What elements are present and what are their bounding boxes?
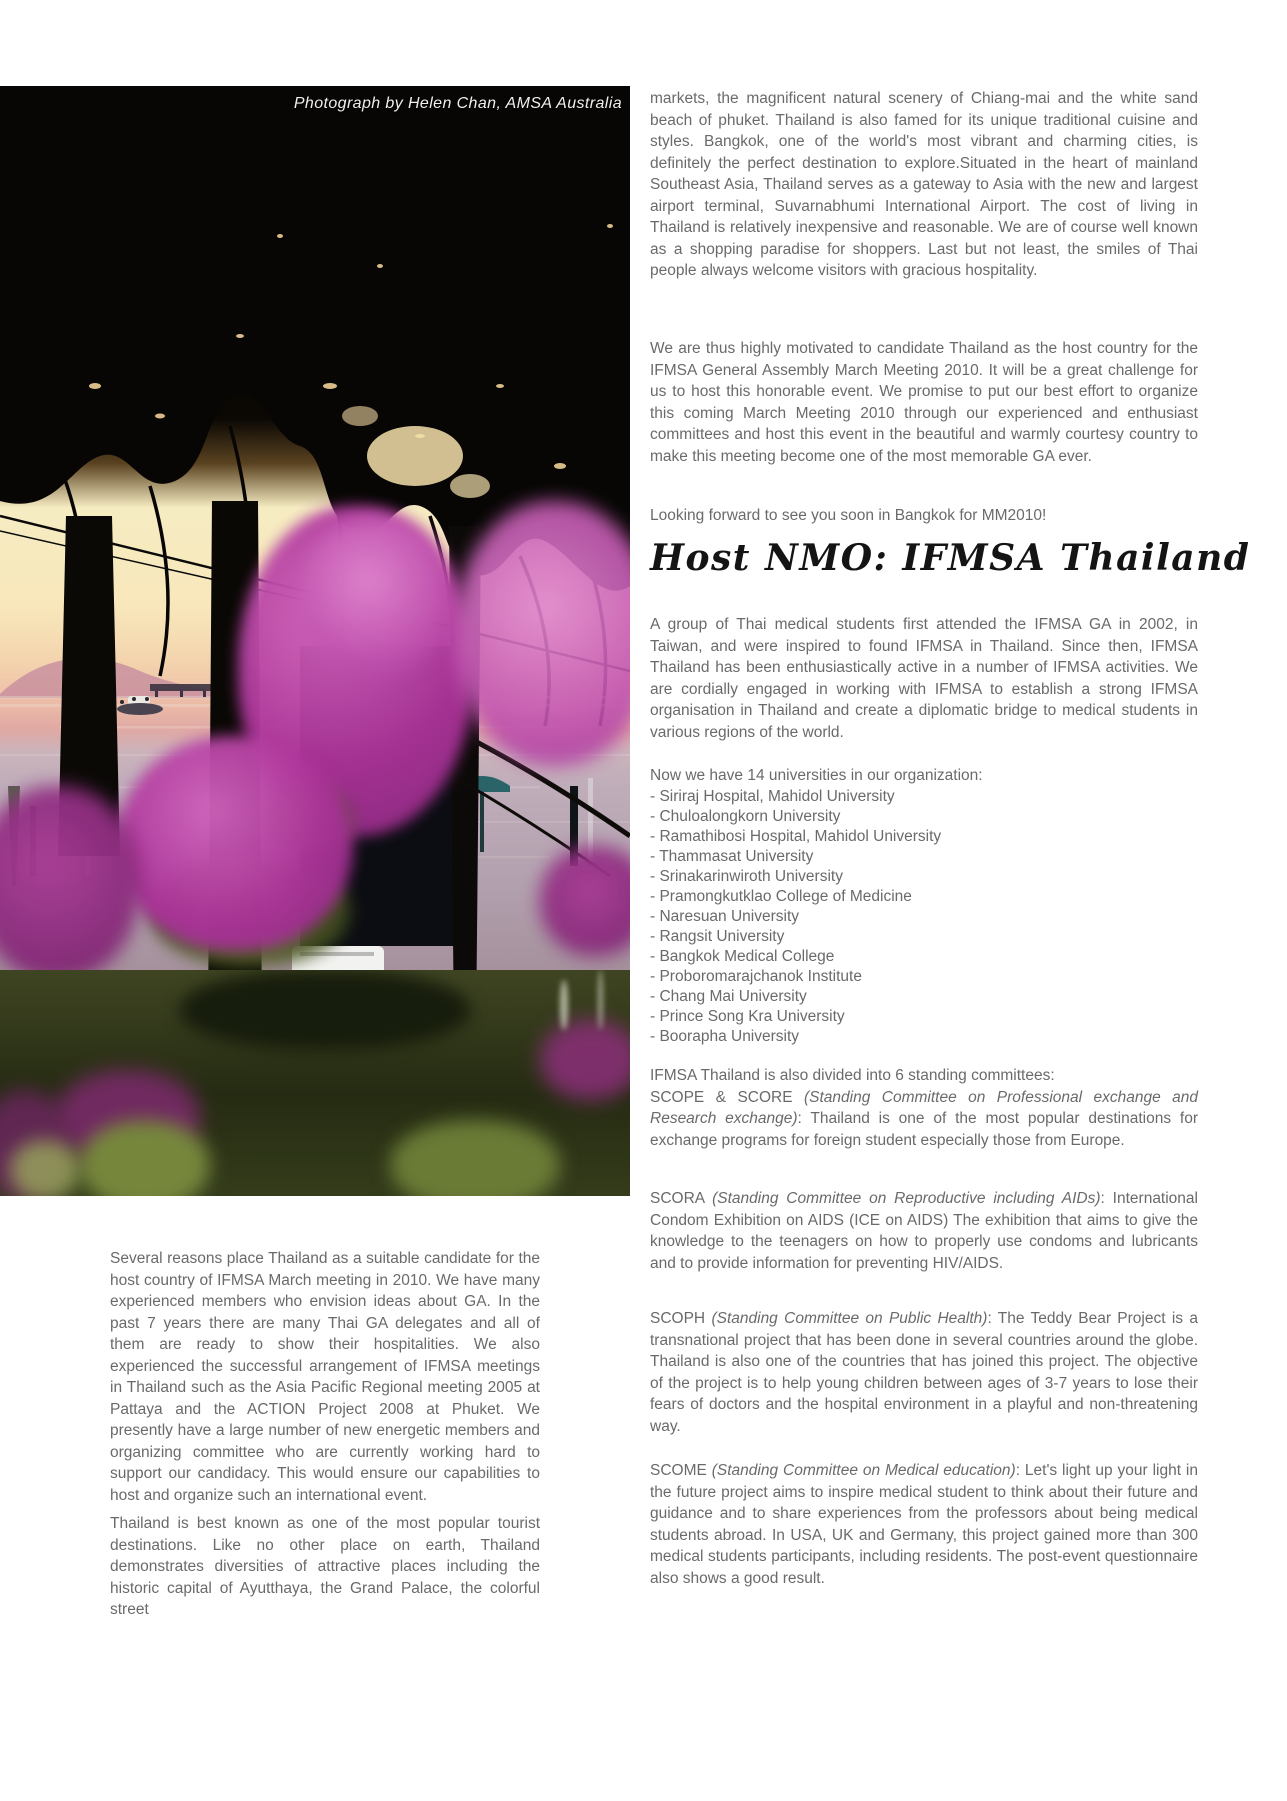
paragraph-candidacy: Several reasons place Thailand as a suitable candidate for the host country of IFMSA March meeting in 2010. We have many experienced members who envision ideas about GA. In the past 7 years there are many Thai GA delegates and all of them are ready to show their hospitalities. We also experienced the successful arrangement of IFMSA meetings in Thailand such as the Asia Pacific Regional meeting 2005 at Pattaya and the ACTION Project 2008 at Phuket. We presently have a large number of new energetic members and organizing committee who are currently working hard to support our candidacy. This would ensure our capabilities to host and organize such an international event.: [110, 1250, 540, 1504]
left-text-column: [110, 0, 540, 1801]
flower-blur: [540, 1020, 630, 1100]
committee-scoph: SCOPH (Standing Committee on Public Health): The Teddy Bear Project is a transnational project that has been done in several countries around the globe. Thailand is also one of the countries that has joined this project. The objective of the project is to help young children between ages of 3-7 years to lose their fears of doctors and the hospital environment in a playful and non-threatening way.: [650, 1310, 1198, 1435]
university-item: - Chang Mai University: [650, 987, 807, 1005]
post-blur: [598, 970, 603, 1030]
right-text-column: [650, 0, 1251, 1801]
university-item: - Pramongkutklao College of Medicine: [650, 887, 912, 905]
paragraph-tourist: Thailand is best known as one of the most popular tourist destinations. Like no other place on earth, Thailand demonstrates diversities of attractive places including the historic capital of Ayutthaya, the Grand Palace, the colorful street: [110, 1515, 540, 1618]
committees-section: [650, 1065, 1198, 1151]
university-item: - Rangsit University: [650, 927, 785, 945]
leaf-blur: [10, 1140, 80, 1196]
university-item: - Bangkok Medical College: [650, 947, 835, 965]
universities-list: [650, 787, 1198, 1047]
committees-intro: IFMSA Thailand is also divided into 6 standing committees:: [650, 1067, 1055, 1084]
post-blur: [560, 980, 568, 1030]
universities-section: [650, 765, 1198, 1047]
section-heading-host-nmo: Host NMO: IFMSA Thailand: [650, 537, 1251, 579]
university-item: - Srinakarinwiroth University: [650, 867, 843, 885]
university-item: - Siriraj Hospital, Mahidol University: [650, 787, 895, 805]
committee-scope-score: SCOPE & SCORE (Standing Committee on Professional exchange and Research exchange): Thailand is one of the most popular destinations for exchange programs for foreign student especially those from Europe.: [650, 1088, 1198, 1149]
committee-scora: SCORA (Standing Committee on Reproductive including AIDs): International Condom Exhibition on AIDS (ICE on AIDS) The exhibition that aims to give the knowledge to the teenagers on how to properly use condoms and lubricants and to provide information for preventing HIV/AIDS.: [650, 1190, 1198, 1272]
paragraph-markets: markets, the magnificent natural scenery of Chiang-mai and the white sand beach of phuket. Thailand is also famed for its unique traditional cuisine and styles. Bangkok, one of the world's most vibrant and charming cities, is definitely the perfect destination to explore.Situated in the heart of mainland Southeast Asia, Thailand serves as a gateway to Asia with the new and largest airport terminal, Suvarnabhumi International Airport. The cost of living in Thailand is relatively inexpensive and reasonable. We are of course well known as a shopping paradise for shoppers. Last but not least, the smiles of Thai people always welcome visitors with gracious hospitality.: [650, 90, 1198, 279]
universities-intro: Now we have 14 universities in our organization:: [650, 767, 983, 784]
university-item: - Chuloalongkorn University: [650, 807, 841, 825]
university-item: - Thammasat University: [650, 847, 814, 865]
photo-caption: Photograph by Helen Chan, AMSA Australia: [293, 95, 622, 112]
paragraph-motivated: We are thus highly motivated to candidate Thailand as the host country for the IFMSA General Assembly March Meeting 2010. It will be a great challenge for us to host this honorable event. We promise to put our best effort to organize this coming March Meeting 2010 through our experienced and enthusiast committees and host this event in the beautiful and warmly courtesy country to make this meeting become one of the most memorable GA ever.: [650, 340, 1198, 465]
flower-cluster: [540, 846, 630, 956]
university-item: - Ramathibosi Hospital, Mahidol University: [650, 827, 942, 845]
university-item: - Proboromarajchanok Institute: [650, 967, 862, 985]
university-item: - Naresuan University: [650, 907, 800, 925]
paragraph-group: A group of Thai medical students first attended the IFMSA GA in 2002, in Taiwan, and were inspired to found IFMSA in Thailand. Since then, IFMSA Thailand has been enthusiastically active in a number of IFMSA activities. We are cordially engaged in working with IFMSA to establish a strong IFMSA organisation in Thailand and create a diplomatic bridge to medical students in various regions of the world.: [650, 616, 1198, 741]
looking-forward-line: Looking forward to see you soon in Bangkok for MM2010!: [650, 507, 1047, 524]
university-item: - Boorapha University: [650, 1027, 800, 1045]
committee-scome: SCOME (Standing Committee on Medical education): Let's light up your light in the future project aims to inspire medical student to think about their future and guidance and to share experiences from the professors about being medical students abroad. In USA, UK and Germany, this project gained more than 300 medical students participants, including residents. The post-event questionnaire also shows a good result.: [650, 1462, 1198, 1587]
university-item: - Prince Song Kra University: [650, 1007, 845, 1025]
